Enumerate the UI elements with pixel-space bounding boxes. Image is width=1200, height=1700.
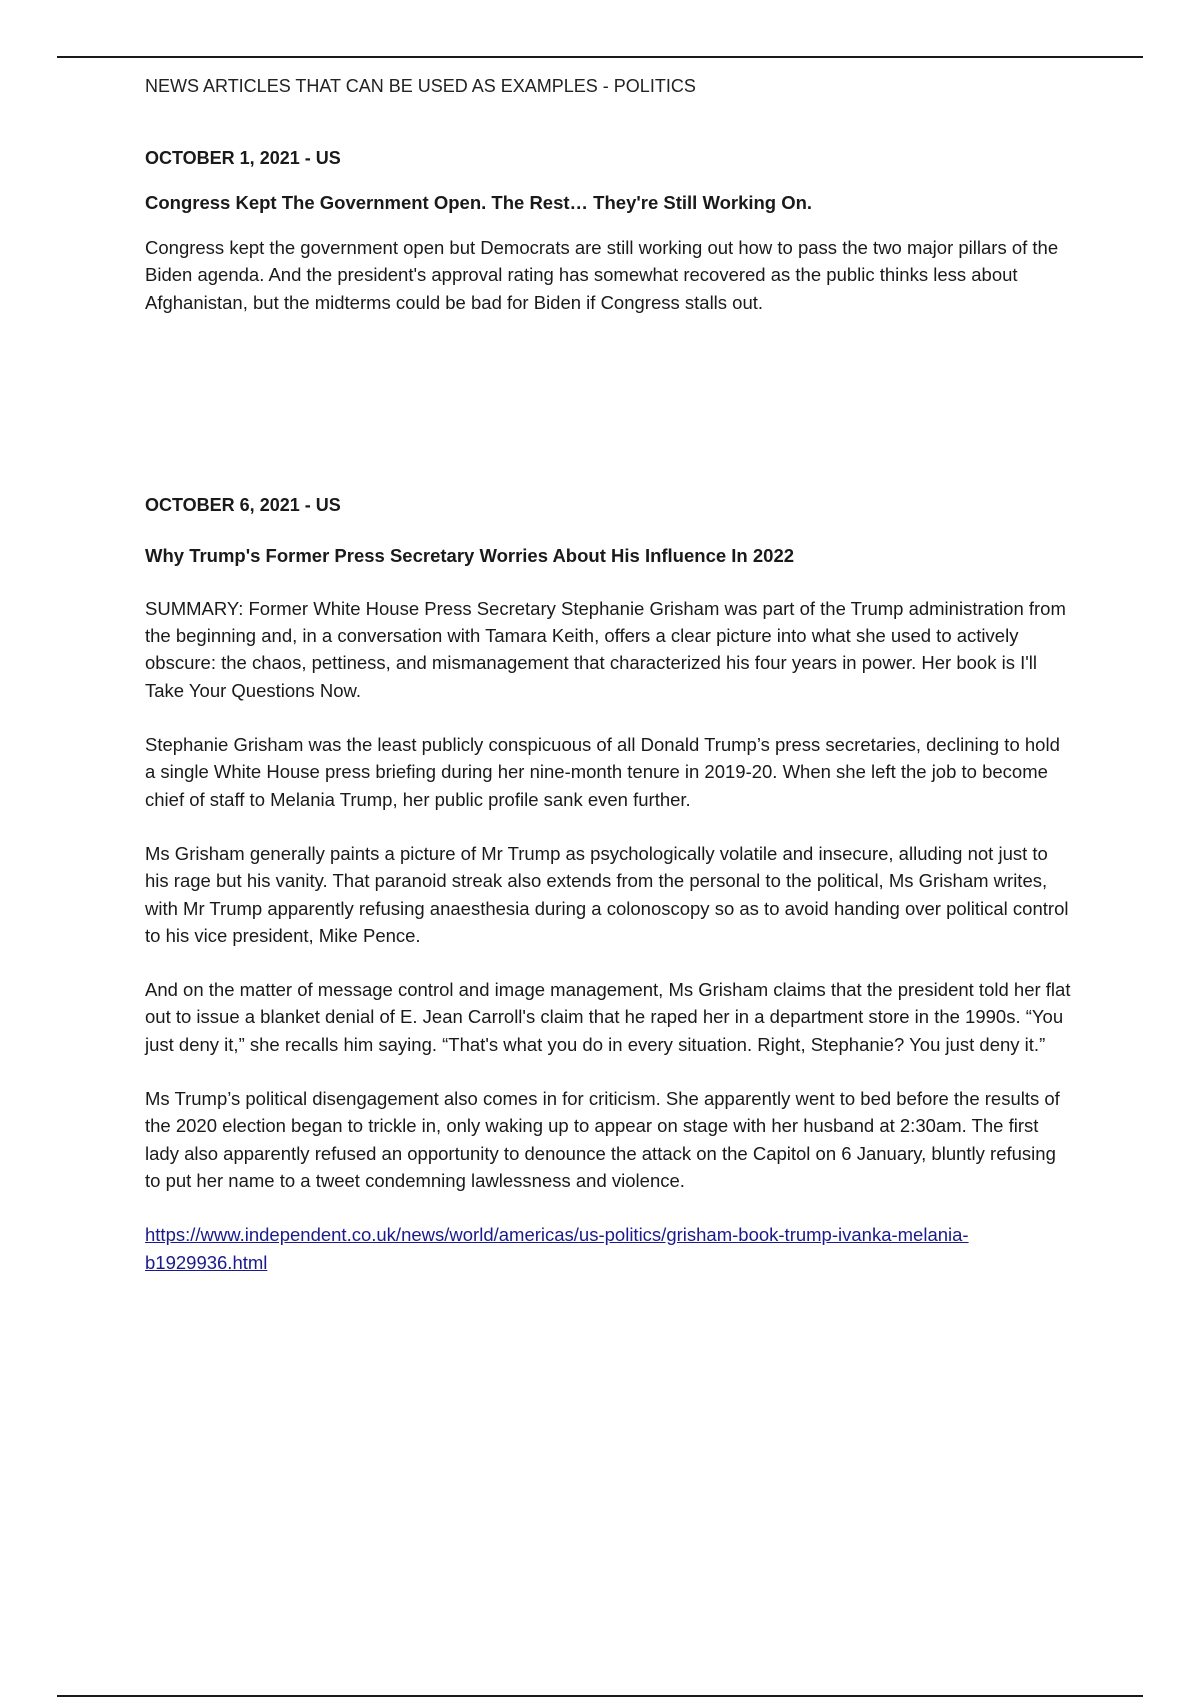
bottom-rule	[57, 1695, 1143, 1697]
article-paragraph: And on the matter of message control and image management, Ms Grisham claims that the president told her flat out to issue a blanket denial of E. Jean Carroll's claim that he raped her in a department store in the 1990s. “You just deny it,” she recalls him saying. “That's what you do in every situation. Right, Stephanie? You just deny it.”	[145, 979, 1071, 1055]
article-paragraph: Congress kept the government open but Democrats are still working out how to pass the two major pillars of the Biden agenda. And the president's approval rating has somewhat recovered as the public thinks less about Afghanistan, but the midterms could be bad for Biden if Congress stalls out.	[145, 237, 1059, 313]
article-summary: SUMMARY: Former White House Press Secretary Stephanie Grisham was part of the Trump administration from the beginning and, in a conversation with Tamara Keith, offers a clear picture into what she used to actively obscure: the chaos, pettiness, and mismanagement that characterized his four years in power. Her book is I'll Take Your Questions Now.	[145, 597, 1066, 701]
top-rule	[57, 56, 1143, 58]
document-header: NEWS ARTICLES THAT CAN BE USED AS EXAMPLES - POLITICS	[145, 76, 696, 96]
article-2	[145, 493, 1075, 1276]
article-title: Why Trump's Former Press Secretary Worries About His Influence In 2022	[145, 544, 795, 566]
article-1	[145, 146, 1075, 316]
article-paragraph: Stephanie Grisham was the least publicly conspicuous of all Donald Trump’s press secretaries, declining to hold a single White House press briefing during her nine-month tenure in 2019-20. When she left the job to become chief of staff to Melania Trump, her public profile sank even further.	[145, 734, 1060, 810]
document-body	[145, 74, 1075, 1276]
article-title: Congress Kept The Government Open. The Rest… They're Still Working On.	[145, 192, 813, 213]
article-paragraph: Ms Grisham generally paints a picture of Mr Trump as psychologically volatile and insecure, alluding not just to his rage but his vanity. That paranoid streak also extends from the personal to the political, Ms Grisham writes, with Mr Trump apparently refusing anaesthesia during a colonoscopy so as to avoid handing over political control to his vice president, Mike Pence.	[145, 842, 1069, 946]
article-paragraph: Ms Trump’s political disengagement also comes in for criticism. She apparently went to bed before the results of the 2020 election began to trickle in, only waking up to appear on stage with her husband at 2:30am. The first lady also apparently refused an opportunity to denounce the attack on the Capitol on 6 January, bluntly refusing to put her name to a tweet condemning lawlessness and violence.	[145, 1088, 1060, 1191]
article-date: OCTOBER 6, 2021 - US	[145, 494, 341, 515]
article-date: OCTOBER 1, 2021 - US	[145, 148, 341, 168]
article-source-link[interactable]: https://www.independent.co.uk/news/world/americas/us-politics/grisham-book-trump-ivanka-melania-b1929936.html	[145, 1224, 969, 1273]
